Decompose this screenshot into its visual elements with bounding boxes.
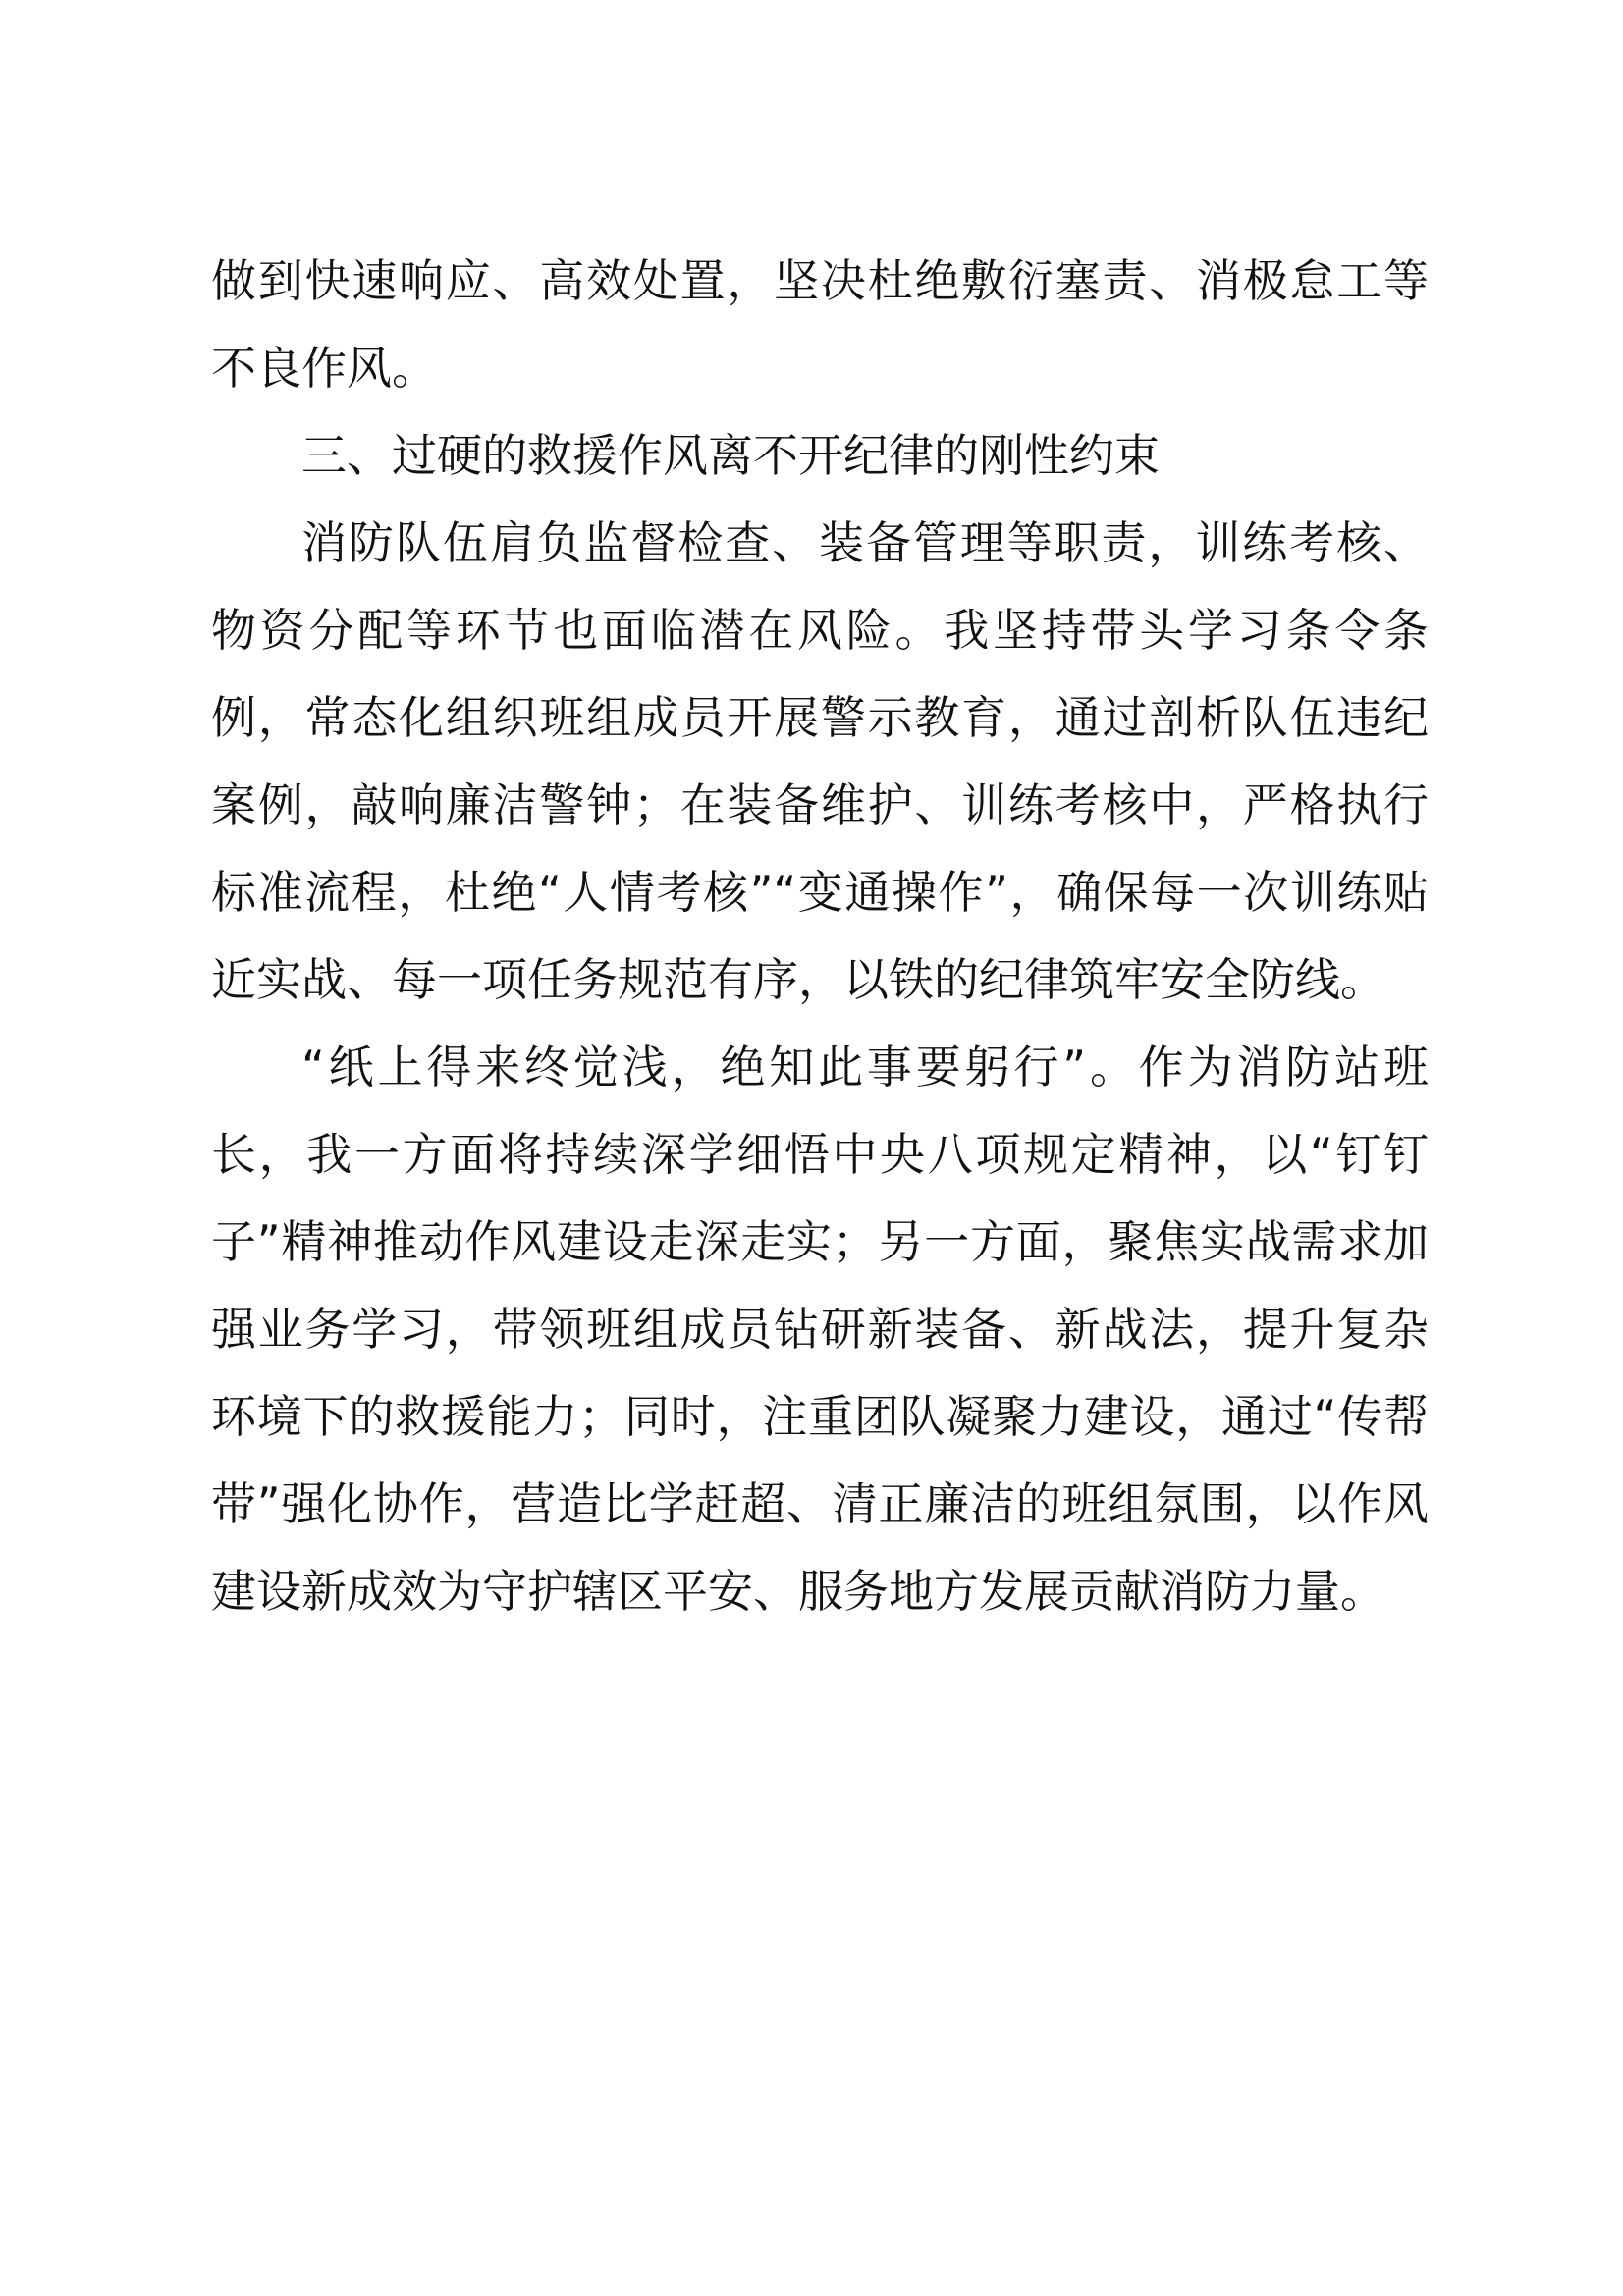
section-heading: 三、过硬的救援作风离不开纪律的刚性约束	[301, 429, 1160, 482]
paragraph-continuation: 做到快速响应、高效处置，坚决杜绝敷衍塞责、消极怠工等不良作风。	[211, 254, 1429, 395]
paragraph-discipline: 消防队伍肩负监督检查、装备管理等职责，训练考核、物资分配等环节也面临潜在风险。我坚持带头学习条令条例，常态化组织班组成员开展警示教育，通过剖析队伍违纪案例，敲响廉洁警钟；在装备维护、训练考核中，严格执行标准流程，杜绝“人情考核”“变通操作”，确保每一次训练贴近实战、每一项任务规范有序，以铁的纪律筑牢安全防线。	[211, 516, 1429, 1006]
paragraph-conclusion: “纸上得来终觉浅，绝知此事要躬行”。作为消防站班长，我一方面将持续深学细悟中央八项规定精神，以“钉钉子”精神推动作风建设走深走实；另一方面，聚焦实战需求加强业务学习，带领班组成员钻研新装备、新战法，提升复杂环境下的救援能力；同时，注重团队凝聚力建设，通过“传帮带”强化协作，营造比学赶超、清正廉洁的班组氛围，以作风建设新成效为守护辖区平安、服务地方发展贡献消防力量。	[211, 1041, 1429, 1618]
document-body	[211, 238, 1429, 1635]
